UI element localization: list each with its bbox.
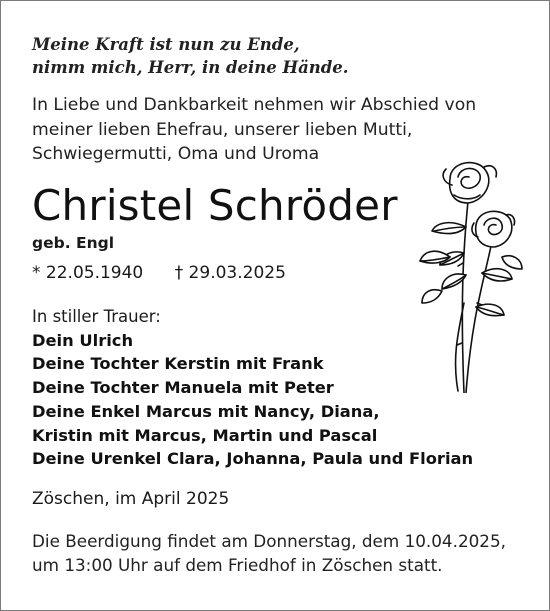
birth-name: geb. Engl xyxy=(32,233,115,252)
mourner-line: Deine Urenkel Clara, Johanna, Paula und Florian xyxy=(32,449,474,469)
mourner-line: Dein Ulrich xyxy=(32,330,134,350)
mourner-line: Deine Tochter Manuela mit Peter xyxy=(32,378,334,398)
place-and-date: Zöschen, im April 2025 xyxy=(32,489,230,510)
intro-line-1: In Liebe und Dankbarkeit nehmen wir Abschied von xyxy=(32,95,477,115)
mourner-line: Kristin mit Marcus, Martin und Pascal xyxy=(32,425,378,445)
death-date: † 29.03.2025 xyxy=(174,262,286,283)
intro-line-2: meiner lieben Ehefrau, unserer lieben Mutti, xyxy=(32,119,413,140)
funeral-line-1: Die Beerdigung findet am Donnerstag, dem 10.04.2025, xyxy=(32,531,506,552)
funeral-line-2: um 13:00 Uhr auf dem Friedhof in Zöschen statt. xyxy=(32,555,443,576)
motto-line-2: nimm mich, Herr, in deine Hände. xyxy=(32,58,349,77)
mourners-label: In stiller Trauer: xyxy=(32,306,161,326)
mourner-line: Deine Tochter Kerstin mit Frank xyxy=(32,354,324,374)
funeral-notice xyxy=(32,529,532,577)
roses-icon xyxy=(406,153,528,393)
intro-line-3: Schwiegermutti, Oma und Uroma xyxy=(32,144,320,164)
deceased-name: Christel Schröder xyxy=(32,180,398,230)
motto-line-1: Meine Kraft ist nun zu Ende, xyxy=(32,35,300,54)
motto xyxy=(32,33,532,79)
mourner-line: Deine Enkel Marcus mit Nancy, Diana, xyxy=(32,401,380,421)
birth-date: * 22.05.1940 xyxy=(32,262,144,283)
